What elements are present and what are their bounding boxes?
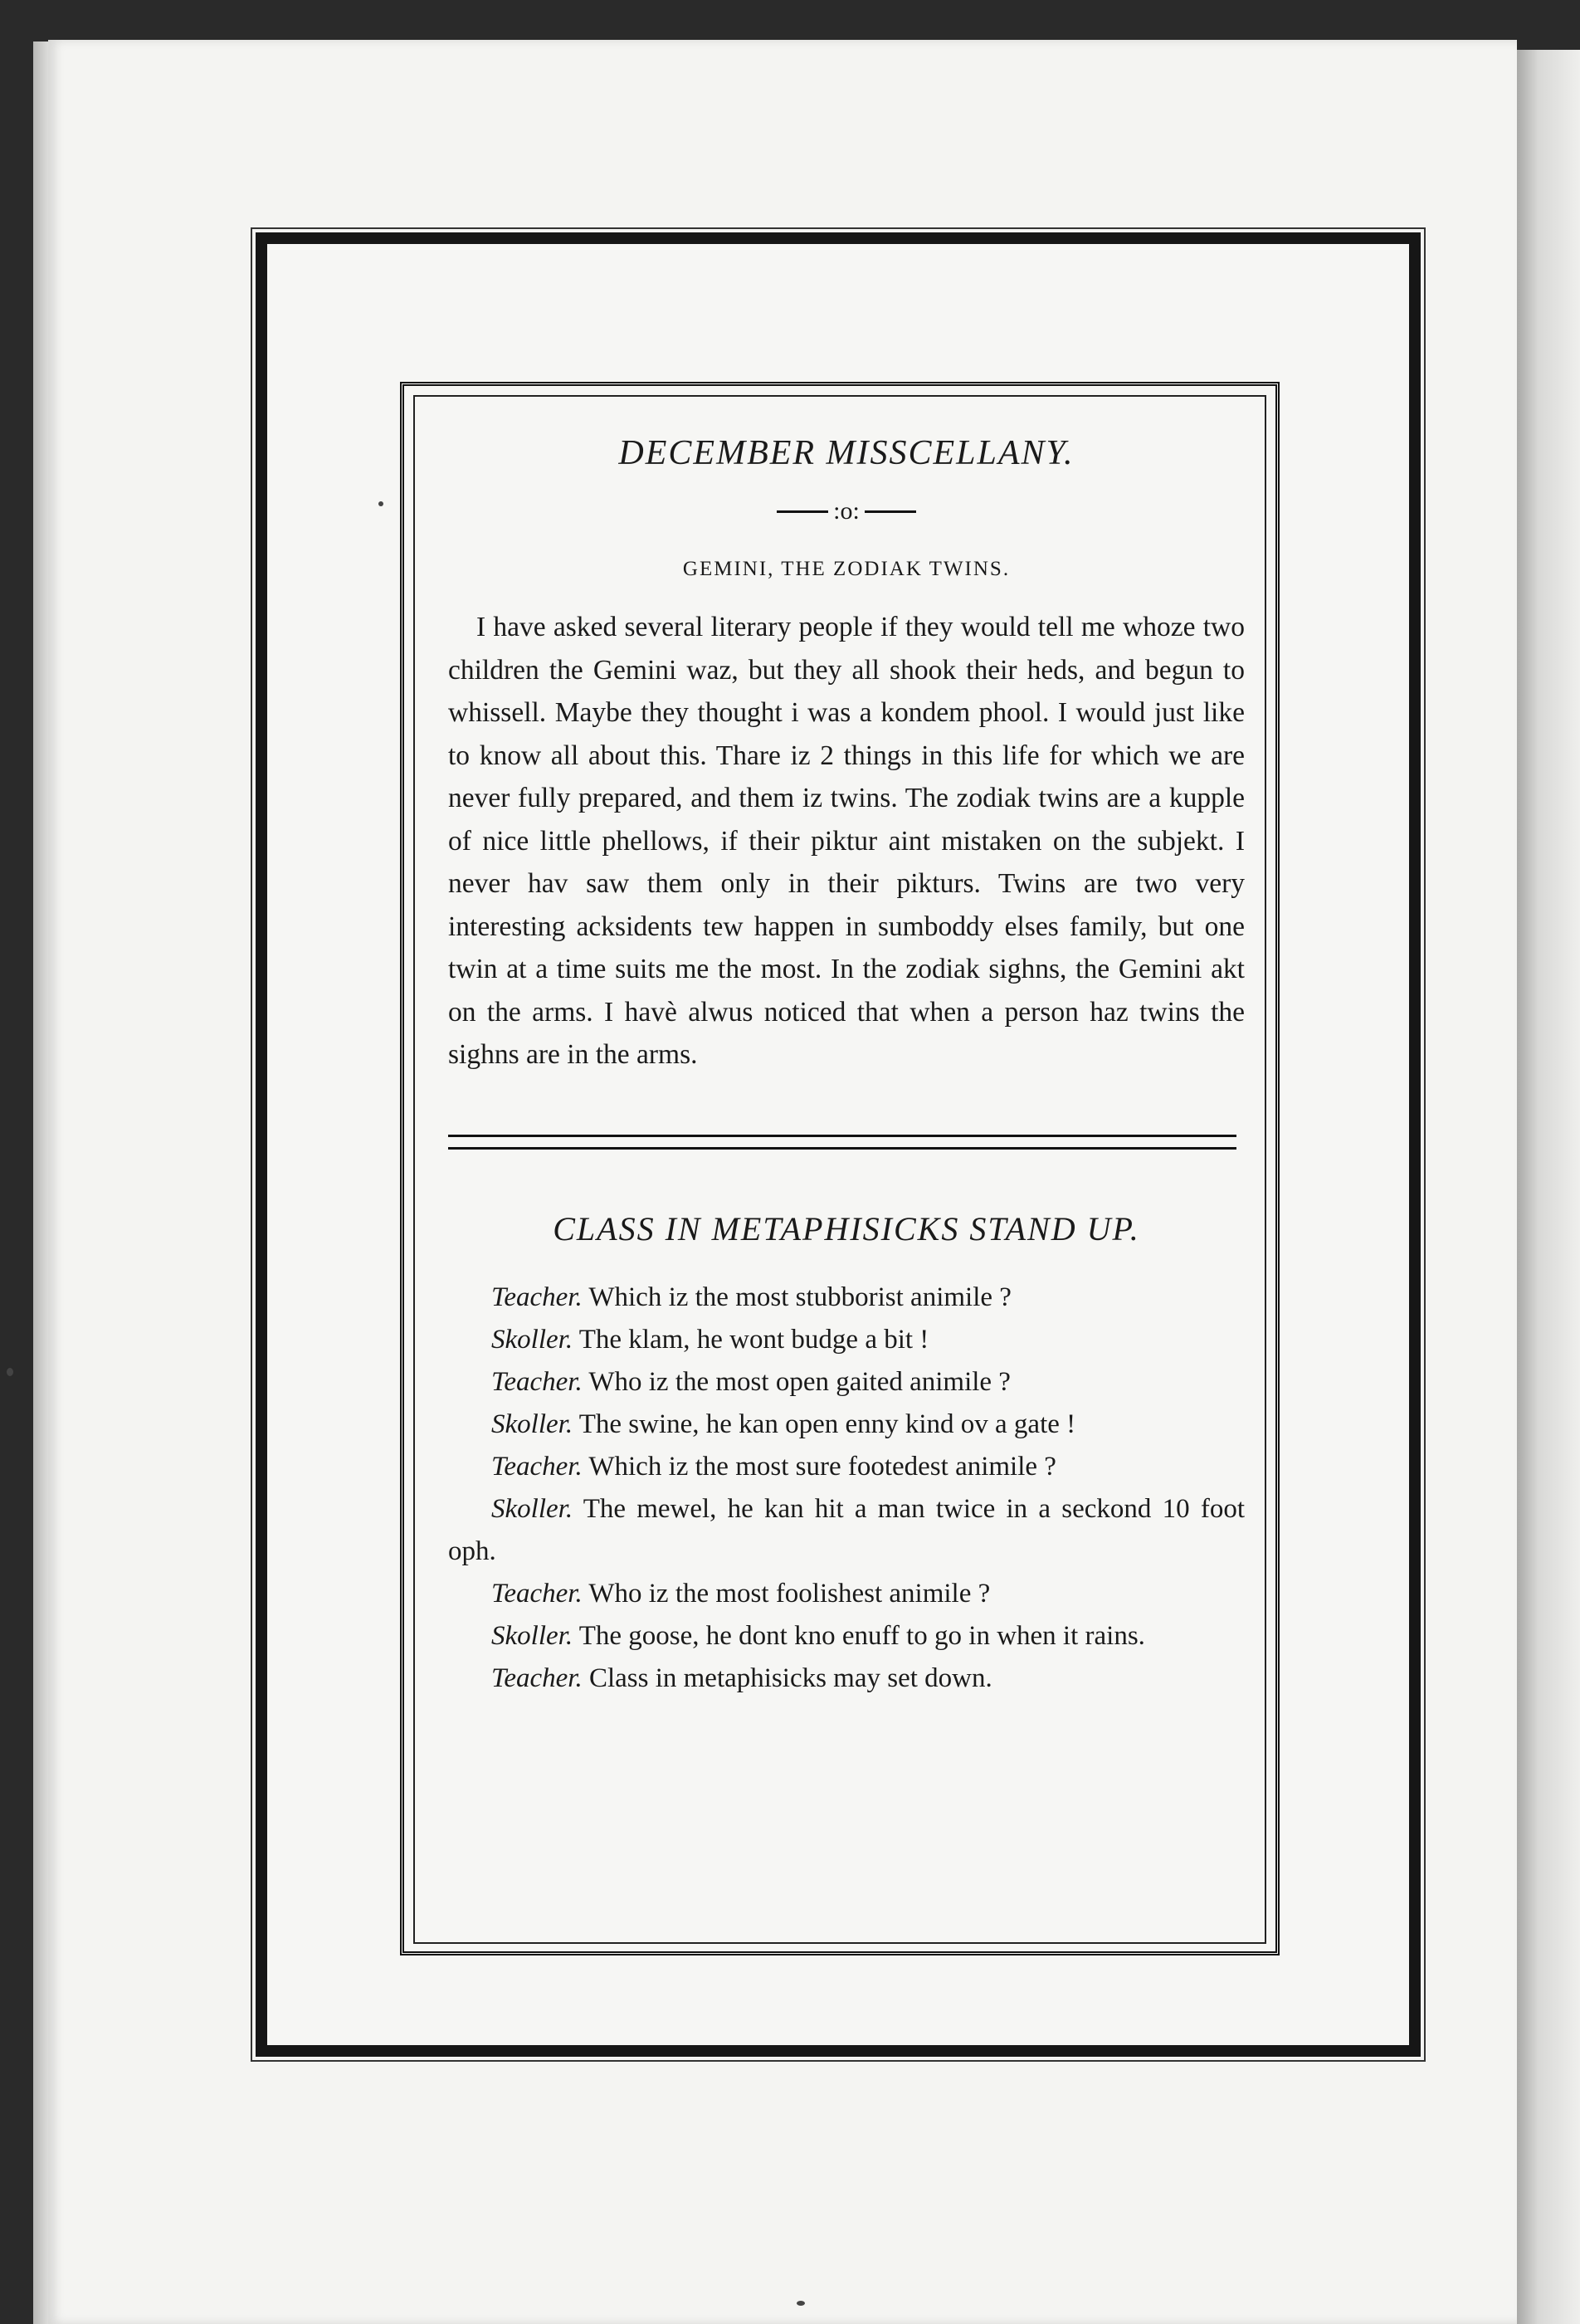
dialogue-line bbox=[448, 1319, 1245, 1361]
article-paragraph: I have asked several literary people if they would tell me whoze two children the Gemini waz, but they all shook their heds, and begun to whissell. Maybe they thought i was a kondem phool. I would just like to know all about this. Thare iz 2 things in this life for which we are never fully prepared, and them iz twins. The zodiak twins are a kupple of nice little phellows, if their piktur aint mistaken on the subjekt. I never hav saw them only in their pikturs. Twins are two very interesting acksidents tew happen in sumboddy elses family, but one twin at a time suits me the most. In the zodiak sighns, the Gemini akt on the arms. I havè alwus noticed that when a person haz twins the sighns are in the arms. bbox=[448, 612, 1245, 1070]
line-text: Who iz the most foolishest animile ? bbox=[582, 1578, 991, 1609]
ornament-rule-left bbox=[777, 510, 828, 513]
dialogue-line bbox=[448, 1573, 1245, 1615]
dialogue bbox=[448, 1277, 1245, 1700]
speaker-label: Teacher. bbox=[491, 1662, 583, 1693]
line-text: Who iz the most open gaited animile ? bbox=[582, 1366, 1011, 1397]
dialogue-line bbox=[448, 1446, 1245, 1488]
section-title-december: DECEMBER MISSCELLANY. bbox=[618, 434, 1075, 472]
line-text: Class in metaphisicks may set down. bbox=[582, 1662, 992, 1693]
ornament-divider bbox=[448, 495, 1245, 528]
speaker-label: Teacher. bbox=[491, 1366, 583, 1397]
double-rule-divider bbox=[448, 1135, 1236, 1150]
speaker-label: Teacher. bbox=[491, 1282, 583, 1312]
dialogue-line bbox=[448, 1361, 1245, 1404]
page-content bbox=[448, 415, 1245, 1700]
line-text: The goose, he dont kno enuff to go in when it rains. bbox=[573, 1620, 1145, 1651]
line-text: Which iz the most sure footedest animile ? bbox=[582, 1451, 1056, 1482]
speaker-label: Teacher. bbox=[491, 1578, 583, 1609]
scan-speck bbox=[797, 2301, 805, 2306]
ornament-glyph: :o: bbox=[833, 497, 860, 525]
line-text: The mewel, he kan hit a man twice in a seckond 10 foot oph. bbox=[448, 1493, 1245, 1566]
section-title-metaphisicks: CLASS IN METAPHISICKS STAND UP. bbox=[553, 1209, 1140, 1247]
speaker-label: Skoller. bbox=[491, 1620, 573, 1651]
dialogue-line bbox=[448, 1658, 1245, 1700]
line-text: The swine, he kan open enny kind ov a gate ! bbox=[573, 1409, 1076, 1439]
scan-speck bbox=[378, 501, 383, 506]
line-text: The klam, he wont budge a bit ! bbox=[573, 1324, 929, 1355]
speaker-label: Teacher. bbox=[491, 1451, 583, 1482]
line-text: Which iz the most stubborist animile ? bbox=[582, 1282, 1012, 1312]
dialogue-line bbox=[448, 1404, 1245, 1446]
ornament-rule-right bbox=[865, 510, 916, 513]
dialogue-line bbox=[448, 1488, 1245, 1573]
adjacent-page-edge bbox=[1510, 50, 1580, 2324]
speaker-label: Skoller. bbox=[491, 1493, 573, 1524]
scan-speck bbox=[7, 1368, 13, 1376]
speaker-label: Skoller. bbox=[491, 1409, 573, 1439]
speaker-label: Skoller. bbox=[491, 1324, 573, 1355]
article-subtitle: GEMINI, THE ZODIAK TWINS. bbox=[682, 558, 1011, 580]
dialogue-line bbox=[448, 1277, 1245, 1319]
dialogue-line bbox=[448, 1615, 1245, 1658]
